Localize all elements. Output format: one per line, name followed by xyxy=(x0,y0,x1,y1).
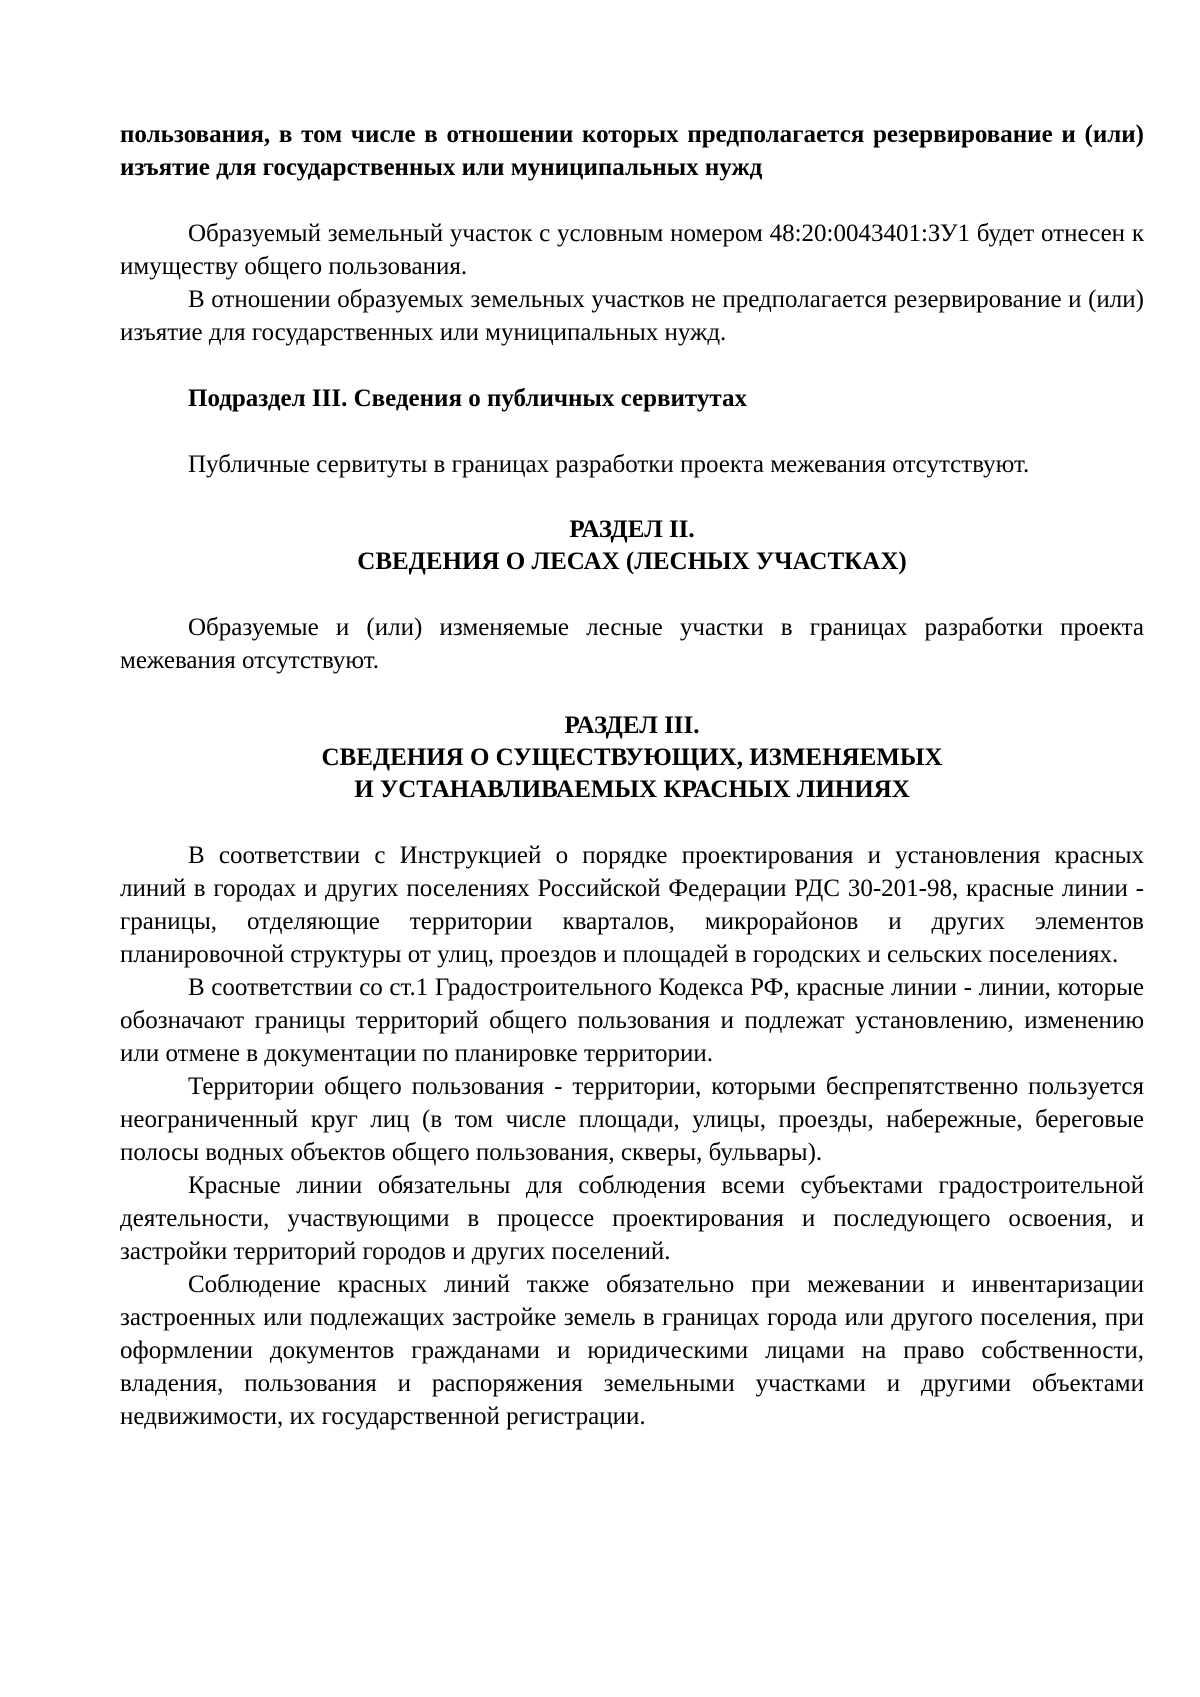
section-3-paragraph: Красные линии обязательны для соблюдения всеми субъектами градостроительной деятельности, участвующими в процессе проектирования и последующего освоения, и застройки территорий городов и других поселений. xyxy=(120,1172,1144,1265)
section-3-paragraph: В соответствии с Инструкцией о порядке проектирования и установления красных линий в городах и других поселениях Российской Федерации РДС 30-201-98, красные линии - границы, отделяющие территории кварталов, микрорайонов и других элементов планировочной структуры от улиц, проездов и площадей в городских и сельских поселениях. xyxy=(120,842,1144,968)
section-3-title-line-1: РАЗДЕЛ III. xyxy=(564,712,700,739)
spacer xyxy=(120,578,1144,611)
spacer xyxy=(120,481,1144,514)
spacer xyxy=(120,677,1144,710)
intro-bold-paragraph: пользования, в том числе в отношении которых предполагается резервирование и (или) изъятие для государственных или муниципальных нужд xyxy=(120,121,1144,181)
public-use-paragraph-1: Образуемый земельный участок с условным номером 48:20:0043401:ЗУ1 будет отнесен к имуществу общего пользования. xyxy=(120,220,1144,280)
subsection-3-title: Подраздел III. Сведения о публичных сервитутах xyxy=(188,385,747,412)
public-use-paragraph-2: В отношении образуемых земельных участков не предполагается резервирование и (или) изъятие для государственных или муниципальных нужд. xyxy=(120,286,1144,346)
spacer xyxy=(120,184,1144,217)
spacer xyxy=(120,806,1144,839)
section-3-title-line-3: И УСТАНАВЛИВАЕМЫХ КРАСНЫХ ЛИНИЯХ xyxy=(354,776,910,803)
section-2-title-line-2: СВЕДЕНИЯ О ЛЕСАХ (ЛЕСНЫХ УЧАСТКАХ) xyxy=(357,548,907,575)
section-2-title-line-1: РАЗДЕЛ II. xyxy=(569,516,695,543)
spacer xyxy=(120,415,1144,448)
section-2-paragraph: Образуемые и (или) изменяемые лесные участки в границах разработки проекта межевания отсутствуют. xyxy=(120,614,1144,674)
document-page xyxy=(120,118,1144,1433)
subsection-3-paragraph: Публичные сервитуты в границах разработки проекта межевания отсутствуют. xyxy=(188,451,1030,478)
section-3-title-line-2: СВЕДЕНИЯ О СУЩЕСТВУЮЩИХ, ИЗМЕНЯЕМЫХ xyxy=(321,744,943,771)
section-3-paragraph: В соответствии со ст.1 Градостроительного Кодекса РФ, красные линии - линии, которые обозначают границы территорий общего пользования и подлежат установлению, изменению или отмене в документации по планировке территории. xyxy=(120,974,1144,1067)
spacer xyxy=(120,349,1144,382)
section-3-paragraph: Соблюдение красных линий также обязательно при межевании и инвентаризации застроенных или подлежащих застройке земель в границах города или другого поселения, при оформлении документов гражданами и юридическими лицами на право собственности, владения, пользования и распоряжения земельными участками и другими объектами недвижимости, их государственной регистрации. xyxy=(120,1271,1144,1430)
section-3-paragraph: Территории общего пользования - территории, которыми беспрепятственно пользуется неограниченный круг лиц (в том числе площади, улицы, проезды, набережные, береговые полосы водных объектов общего пользования, скверы, бульвары). xyxy=(120,1073,1144,1166)
